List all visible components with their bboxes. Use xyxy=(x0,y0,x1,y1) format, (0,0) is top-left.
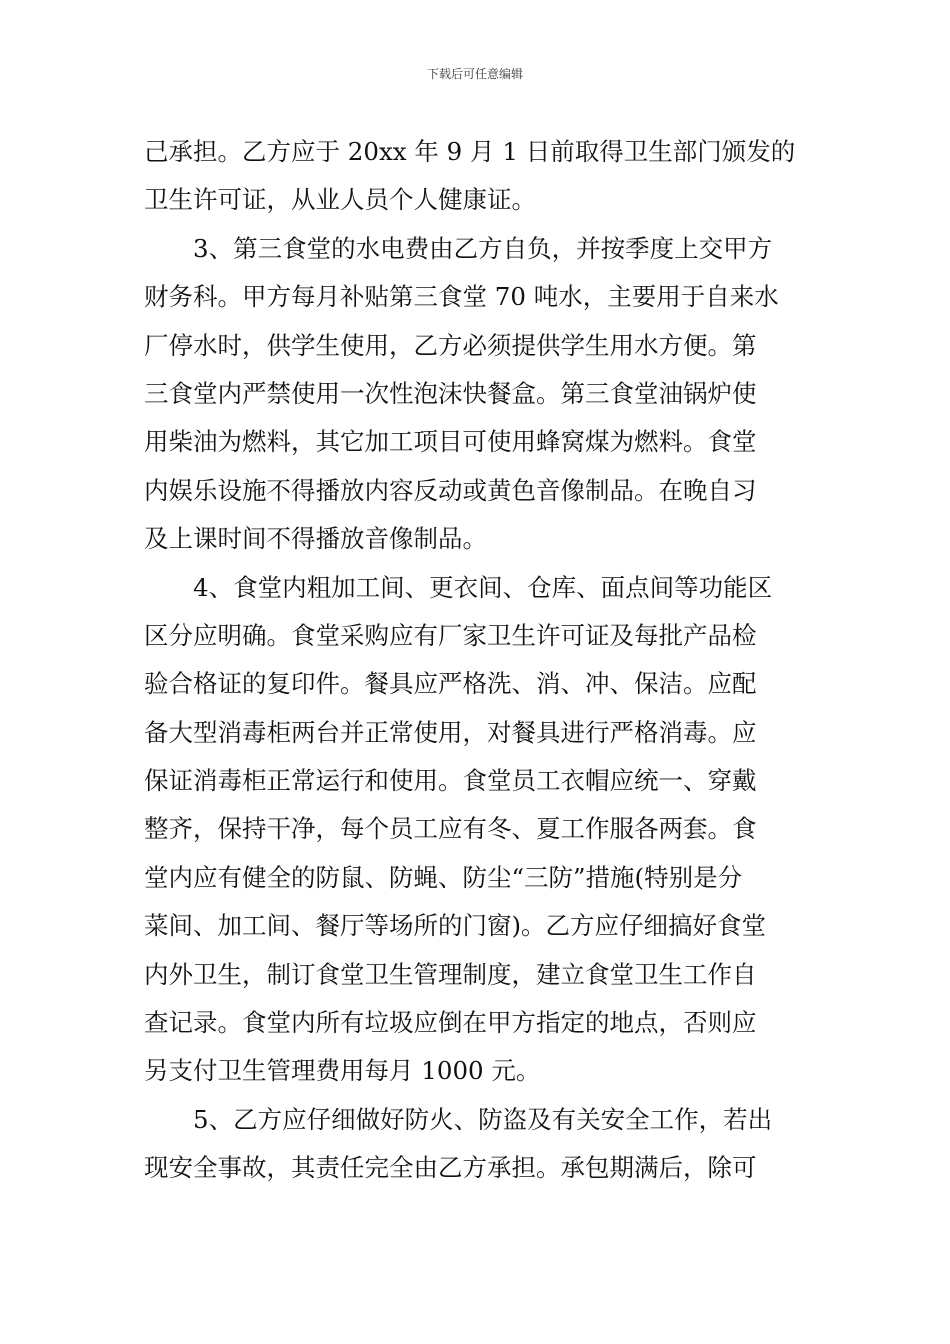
text-line: 用柴油为燃料，其它加工项目可使用蜂窝煤为燃料。食堂 xyxy=(144,427,757,457)
document-body xyxy=(144,128,809,1193)
text-line: 备大型消毒柜两台并正常使用，对餐具进行严格消毒。应 xyxy=(144,717,757,747)
text-line: 另支付卫生管理费用每月 1000 元。 xyxy=(144,1056,541,1086)
text-line: 验合格证的复印件。餐具应严格洗、消、冲、保洁。应配 xyxy=(144,669,757,699)
text-line: 卫生许可证，从业人员个人健康证。 xyxy=(144,185,536,215)
text-line: 及上课时间不得播放音像制品。 xyxy=(144,524,487,554)
text-line: 财务科。甲方每月补贴第三食堂 70 吨水，主要用于自来水 xyxy=(144,282,779,312)
text-line: 查记录。食堂内所有垃圾应倒在甲方指定的地点，否则应 xyxy=(144,1008,757,1038)
page-header: 下载后可任意编辑 xyxy=(426,67,523,81)
text-line: 厂停水时，供学生使用，乙方必须提供学生用水方便。第 xyxy=(144,330,757,360)
text-line: 内娱乐设施不得播放内容反动或黄色音像制品。在晚自习 xyxy=(144,475,757,505)
text-line: 三食堂内严禁使用一次性泡沫快餐盒。第三食堂油锅炉使 xyxy=(144,378,757,408)
text-line: 内外卫生，制订食堂卫生管理制度，建立食堂卫生工作自 xyxy=(144,959,757,989)
paragraph-5-start: 5、乙方应仔细做好防火、防盗及有关安全工作，若出 xyxy=(193,1104,773,1134)
text-line: 保证消毒柜正常运行和使用。食堂员工衣帽应统一、穿戴 xyxy=(144,766,757,796)
paragraph-4-start: 4、食堂内粗加工间、更衣间、仓库、面点间等功能区 xyxy=(193,572,773,602)
text-line: 整齐，保持干净，每个员工应有冬、夏工作服各两套。食 xyxy=(144,814,757,844)
paragraph-3-start: 3、第三食堂的水电费由乙方自负，并按季度上交甲方 xyxy=(193,233,773,263)
text-line: 菜间、加工间、餐厅等场所的门窗)。乙方应仔细搞好食堂 xyxy=(144,911,767,941)
text-line: 己承担。乙方应于 20xx 年 9 月 1 日前取得卫生部门颁发的 xyxy=(144,137,796,166)
text-line: 现安全事故，其责任完全由乙方承担。承包期满后，除可 xyxy=(144,1153,757,1183)
text-line: 堂内应有健全的防鼠、防蝇、防尘“三防”措施(特别是分 xyxy=(144,862,743,892)
text-line: 区分应明确。食堂采购应有厂家卫生许可证及每批产品检 xyxy=(144,620,757,650)
